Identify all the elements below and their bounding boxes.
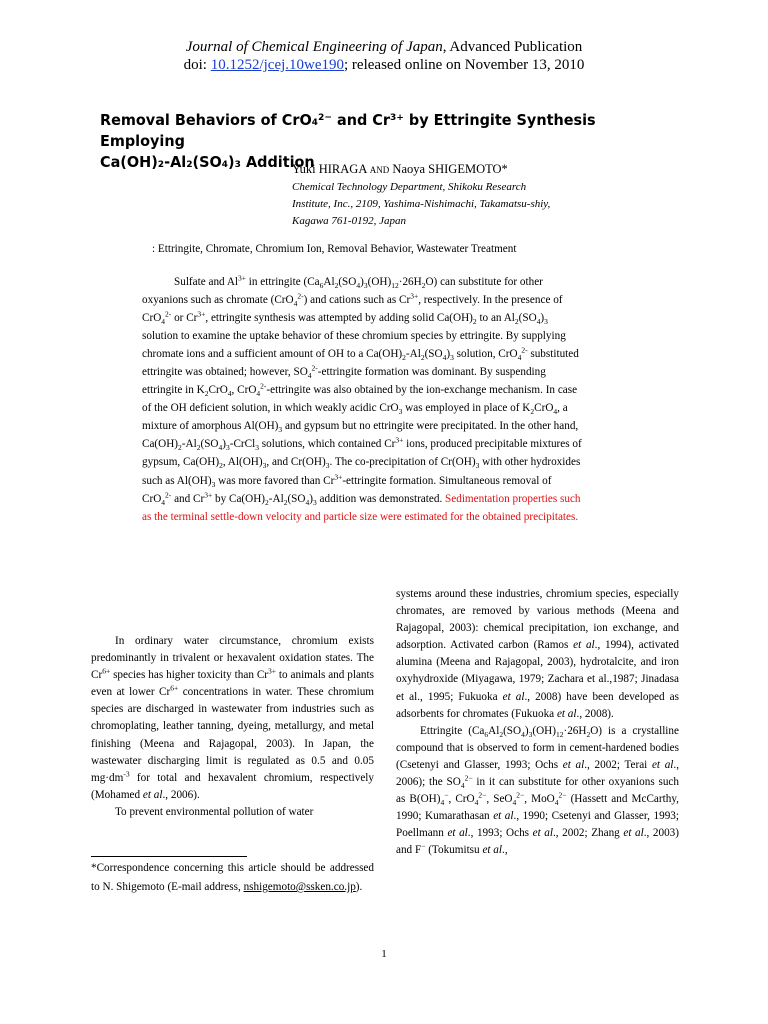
author-line xyxy=(292,162,508,177)
author-2: Naoya SHIGEMOTO* xyxy=(389,162,508,176)
correspondence-footnote: *Correspondence concerning this article should be addressed to N. Shigemoto (E-mail address, nshigemoto@ssken.co.jp). xyxy=(91,862,374,893)
keywords: : Ettringite, Chromate, Chromium Ion, Removal Behavior, Wastewater Treatment xyxy=(152,243,517,255)
title-line-2: Ca(OH)₂-Al₂(SO₄)₃ Addition xyxy=(100,153,315,171)
body-right-column xyxy=(396,586,679,860)
journal-name: Journal of Chemical Engineering of Japan xyxy=(185,39,443,55)
footnote-rule xyxy=(91,856,247,857)
page-number: 1 xyxy=(381,948,387,960)
doi-prefix: doi: xyxy=(183,57,211,73)
intro-paragraph-2-continued: systems around these industries, chromium species, especially chromates, are removed by various methods (Meena and Rajagopal, 2003): chemical precipitation, ion exchange, and adsorption. Activated carbon (Ramos et al., 1994), activated alumina (Meena and Rajagopal, 2003), hydrotalcite, and iron oxyhydroxide (Miyagawa, 1979; Zachara et al.,1987; Jinadasa et al., 1995; Fukuoka et al., 2008) have been developed as adsorbents for chromates (Fukuoka et al., 2008). xyxy=(396,588,680,720)
author-1: Yuki HIRAGA xyxy=(292,162,370,176)
doi-line xyxy=(0,56,768,75)
intro-paragraph-3: Ettringite $(Ca_6Al_2(SO_4)_3(OH)_{12}\cdot 26H_2O)$ is a crystalline compound that is observed to form in cement-hardened bodies (Csetenyi and Glasser, 1993; Ochs et al., 2002; Terai et al., 2006); the $SO_4^{2-}$ in it can substitute for other oxyanions such as $B(OH)_4^-$, CrO$_4^{2-}$, SeO$_4^{2-}$, MoO$_4^{2-}$ (Hassett and McCarthy, 1990; Kumarathasan et al., 1990; Csetenyi and Glasser, 1993; Poellmann et al., 1993; Ochs et al., 2002; Zhang et al., 2003) and F− (Tokumitsu et al., xyxy=(396,724,679,857)
title-line-1: Removal Behaviors of CrO₄²⁻ and Cr³⁺ by Ettringite Synthesis Employing xyxy=(100,111,596,150)
journal-header xyxy=(0,38,768,57)
author-email[interactable]: nshigemoto@ssken.co.jp xyxy=(243,881,356,893)
doi-link[interactable]: 10.1252/jcej.10we190 xyxy=(210,57,345,73)
affiliation-line-2: Institute, Inc., 2109, Yashima-Nishimachi, Takamatsu-shiy, xyxy=(292,198,551,210)
intro-paragraph-1: In ordinary water circumstance, chromium exists predominantly in trivalent or hexavalent oxidation states. The $Cr^{6+}$ species has higher toxicity than $Cr^{3+}$ to animals and plants even at lower $Cr^{6+}$ concentrations in water. These chromium species are discharged in wastewater from industries such as chromoplating, leather tanning, dyeing, metallurgy, and metal finishing (Meena and Rajagopal, 2003). In Japan, the wastewater discharging limit is regulated as 0.5 and 0.05 $mg\cdot dm^{-3}$ for total and hexavalent chromium, respectively (Mohamed et al., 2006). xyxy=(91,635,374,801)
author-conjunction: AND xyxy=(369,165,390,175)
publication-status: , Advanced Publication xyxy=(442,39,583,55)
intro-paragraph-2: To prevent environmental pollution of water xyxy=(115,805,314,818)
release-date: ; released online on November 13, 2010 xyxy=(344,57,585,73)
affiliation xyxy=(292,179,612,230)
abstract: Sulfate and $Al^{3+}$ in ettringite $(Ca_6Al_2(SO_4)_3(OH)_{12}\cdot 26H_2O)$ can substitute for other oxyanions such as chromate (CrO$_4^{2-}$) and cations such as $Cr^{3+}$, respectively. In the presence of CrO$_4^{2-}$ or $Cr^{3+}$, ettringite synthesis was attempted by adding solid $Ca(OH)_2$ to an $Al_2(SO_4)_3$ solution to examine the uptake behavior of these chromium species by ettringite. By supplying chromate ions and a sufficient amount of OH to a $Ca(OH)_2-Al_2(SO_4)_3$ solution, CrO$_4^{2-}$ substituted ettringite was obtained; however, $SO_4^{2-}$-ettringite formation was dominant. By suspending ettringite in $K_2CrO_4$, CrO$_4^{2-}$-ettringite was also obtained by the ion-exchange mechanism. In case of the OH deficient solution, in which weakly acidic CrO$_3$ was employed in place of $K_2CrO_4$, a mixture of amorphous $Al(OH)_3$ and gypsum but no ettringite were precipitated. In the other hand, $Ca(OH)_2-Al_2(SO_4)_3-CrCl_3$ solutions, which contained $Cr^{3+}$ ions, produced precipitable mixtures of gypsum, $Ca(OH)_2$, $Al(OH)_3$, and $Cr(OH)_3$. The co-precipitation of $Cr(OH)_3$ with other hydroxides such as $Al(OH)_3$ was more favored than $Cr^{3+}$-ettringite formation. Simultaneous removal of CrO$_4^{2-}$ and $Cr^{3+}$ by $Ca(OH)_2-Al_2(SO_4)_3$ addition was demonstrated. Sedimentation properties such as the terminal settle-down velocity and particle size were estimated for the obtained precipitates. xyxy=(142,273,582,523)
affiliation-line-1: Chemical Technology Department, Shikoku Research xyxy=(292,181,527,193)
body-left-column xyxy=(91,633,374,821)
affiliation-line-3: Kagawa 761-0192, Japan xyxy=(292,215,406,227)
highlighted-sentence: Sedimentation properties such as the terminal settle-down velocity and particle size were estimated for the obtained precipitates. xyxy=(142,492,581,523)
